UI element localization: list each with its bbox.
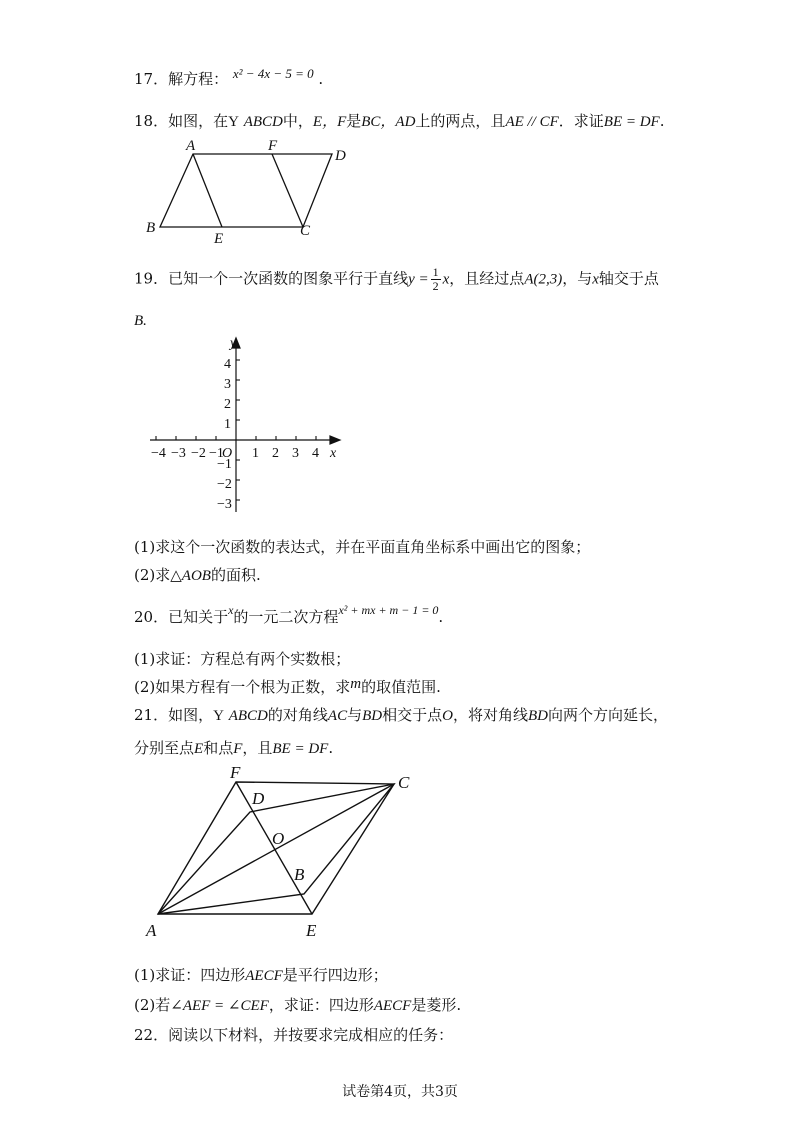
q21-bd2: BD: [527, 708, 548, 724]
x-tick-label: 1: [252, 446, 259, 461]
q21-claim: BE = DF: [272, 741, 329, 757]
y-tick-label: 2: [224, 397, 231, 412]
q20-equation: x² + mx + m − 1 = 0: [338, 603, 439, 617]
q20-sub2-text-b: 的取值范围.: [361, 678, 441, 696]
parallelogram-symbol: Y: [213, 708, 224, 724]
label-b: B: [294, 865, 305, 884]
x-axis-label: x: [330, 446, 337, 461]
q21-o: O: [442, 708, 453, 724]
q18-text: 18．如图，在: [134, 112, 229, 130]
q20-sub2: [134, 676, 441, 699]
q21-sub1: [134, 964, 388, 987]
q20-sub1: (1)求证：方程总有两个实数根；: [134, 650, 351, 668]
q19-text-d: 轴交于点: [598, 269, 659, 288]
parallelogram-abcd: [160, 154, 332, 227]
y-tick-label: −2: [217, 477, 232, 492]
q20-text-b: 的一元二次方程: [233, 608, 339, 626]
parallelogram-symbol: Y: [228, 114, 239, 130]
label-a: A: [146, 921, 157, 940]
q18-end: .: [659, 112, 665, 130]
label-f: F: [230, 763, 241, 782]
q19-line2: [134, 309, 147, 332]
q19-point-a: A(2,3): [524, 271, 563, 288]
q19-text-b: ，且经过点: [449, 269, 525, 288]
label-f: F: [268, 138, 278, 154]
q21-sub2-quad: AECF: [373, 998, 412, 1014]
q18-text-b: 中，: [282, 112, 313, 130]
q19-sub2-text-b: 的面积.: [210, 566, 261, 584]
question-20: [134, 603, 444, 629]
fraction-denominator: 2: [432, 279, 439, 293]
label-e: E: [214, 231, 224, 245]
segment-ae: [193, 154, 222, 227]
x-tick-label: −1: [209, 446, 224, 461]
question-21: [134, 704, 668, 727]
q18-claim: BE = DF: [603, 114, 660, 130]
y-tick-label: 4: [224, 357, 231, 372]
q21-text-c: 与: [347, 706, 363, 724]
y-axis-label: y: [230, 336, 237, 351]
q19-text: 19．已知一个一次函数的图象平行于直线: [134, 269, 409, 288]
q17-end: .: [318, 70, 324, 88]
label-a: A: [186, 138, 196, 154]
q18-ef: E，F: [312, 114, 347, 130]
q17-equation: x² − 4x − 5 = 0: [232, 66, 314, 81]
q21-sub2-text-c: 是菱形.: [411, 996, 462, 1014]
q20-sub2-text: (2)如果方程有一个根为正数，求: [134, 678, 351, 696]
q21-sub1-text-b: 是平行四边形；: [282, 966, 388, 984]
q21-sub2-text-b: ，求证：四边形: [268, 996, 374, 1014]
x-tick-label: 4: [312, 446, 319, 461]
q21-abcd: ABCD: [228, 708, 268, 724]
q18-bc-ad: BC，AD: [361, 114, 416, 130]
q21-sub2-text: (2)若: [134, 996, 171, 1014]
q21-bd: BD: [362, 708, 383, 724]
q19-sub1: (1)求这个一次函数的表达式，并在平面直角坐标系中画出它的图象；: [134, 538, 591, 556]
q21-sub1-text: (1)求证：四边形: [134, 966, 246, 984]
y-tick-label: 1: [224, 417, 231, 432]
q18-figure: [140, 135, 360, 245]
x-tick-label: 3: [292, 446, 299, 461]
q21-line2-text-b: 和点: [203, 739, 234, 757]
q21-line2: [134, 737, 333, 760]
label-o: O: [272, 829, 285, 848]
q21-end: .: [328, 739, 334, 757]
label-d: D: [252, 789, 265, 808]
q21-line2-text: 分别至点: [134, 739, 195, 757]
question-22: 22．阅读以下材料，并按要求完成相应的任务：: [134, 1026, 454, 1044]
q17-number: 17．解方程：: [134, 70, 229, 88]
question-18: [134, 110, 665, 133]
y-tick-label: −1: [217, 457, 232, 472]
q20-var-x: x: [228, 603, 234, 617]
q19-text-c: ，与: [562, 269, 593, 288]
x-tick-label: −2: [191, 446, 206, 461]
q19-coordinate-grid: [140, 330, 355, 520]
x-tick-label: 2: [272, 446, 279, 461]
q18-text-e: ．求证: [558, 112, 604, 130]
label-c: C: [398, 773, 410, 792]
q21-sub1-quad: AECF: [245, 968, 283, 984]
question-17: [134, 68, 323, 91]
q21-sub2-condition: ∠AEF = ∠CEF: [170, 998, 269, 1014]
q19-sub2-text: (2)求: [134, 566, 171, 584]
q18-abcd: ABCD: [243, 114, 283, 130]
segment-fc: [272, 154, 303, 227]
q21-figure: [140, 760, 430, 950]
q21-text-d: 相交于点: [382, 706, 443, 724]
q21-sub2: [134, 994, 461, 1017]
fraction-numerator: 1: [432, 265, 439, 279]
q21-f: F: [233, 741, 243, 757]
x-tick-label: −4: [151, 446, 166, 461]
label-e: E: [306, 921, 317, 940]
q21-ac: AC: [327, 708, 348, 724]
diagonal-ac: [158, 784, 394, 914]
q19-fraction: [431, 266, 441, 293]
y-tick-label: −3: [217, 497, 232, 512]
q18-text-d: 上的两点，且: [415, 112, 506, 130]
q19-sub2: [134, 564, 261, 587]
label-d: D: [335, 148, 346, 164]
question-19: [134, 266, 659, 293]
q18-text-c: 是: [346, 112, 362, 130]
page-footer: 试卷第4页，共3页: [342, 1084, 458, 1100]
q19-axis-x: x: [592, 271, 599, 288]
q21-line2-text-c: ，且: [242, 739, 273, 757]
label-c: C: [300, 223, 311, 239]
q21-e: E: [194, 741, 204, 757]
x-axis-arrow: [330, 436, 340, 444]
q20-text: 20．已知关于: [134, 608, 229, 626]
q20-end: .: [438, 608, 444, 626]
q21-text-b: 的对角线: [267, 706, 328, 724]
q21-text-e: ，将对角线: [452, 706, 528, 724]
origin-label: O: [222, 446, 233, 461]
x-tick-label: −3: [171, 446, 186, 461]
q19-line-lhs: y =: [408, 271, 429, 288]
q19-line-x: x: [442, 271, 450, 288]
q21-text-f: 向两个方向延长，: [547, 706, 668, 724]
label-b: B: [146, 220, 156, 236]
q18-condition: AE // CF: [505, 114, 559, 130]
q19-triangle: △AOB: [170, 568, 211, 584]
q19-point-b: B.: [134, 313, 147, 329]
q21-text: 21．如图，: [134, 706, 214, 724]
q20-var-m: m: [350, 676, 362, 692]
y-tick-label: 3: [224, 377, 231, 392]
